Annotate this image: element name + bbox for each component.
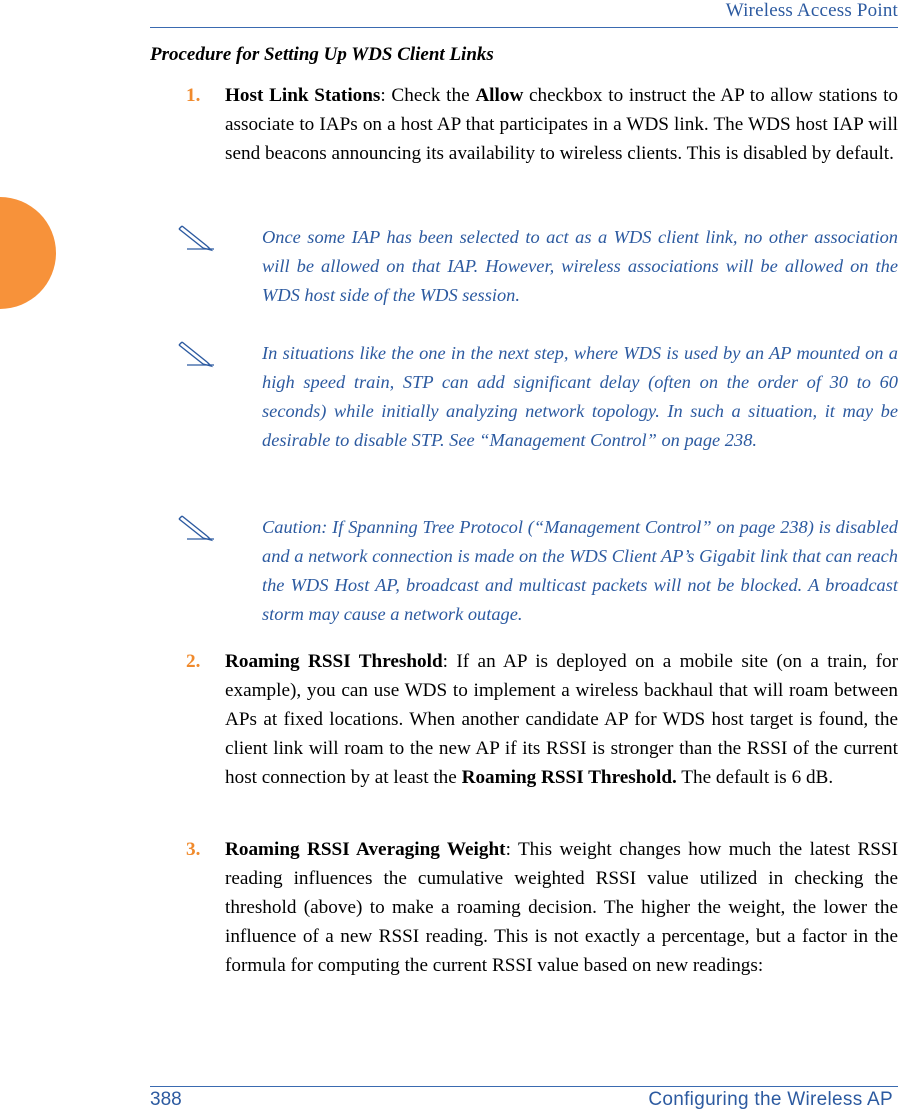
step-term: Roaming RSSI Averaging Weight [225, 839, 506, 860]
step-body [225, 81, 898, 168]
step-2 [186, 647, 898, 792]
step-text: : If an AP is deployed on a mobile site (on a train, for example), you can use WDS to implement a wireless backhaul that will roam between APs at fixed locations. When another candidate AP for WDS host target is found, the client link will roam to the new AP if its RSSI is stronger than the RSSI of the current host connection by at least the [225, 651, 898, 788]
pencil-icon [173, 513, 217, 543]
step-text: : This weight changes how much the latest RSSI reading influences the cumulative weighted RSSI value utilized in checking the threshold (above) to make a roaming decision. The higher the weight, the lower the influence of a new RSSI reading. This is not exactly a percentage, but a factor in the formula for computing the current RSSI value based on new readings: [225, 839, 898, 976]
step-emphasis: Allow [475, 85, 524, 106]
step-body [225, 835, 898, 980]
chapter-tab-marker [0, 197, 56, 309]
step-text: The default is 6 dB. [676, 767, 834, 788]
note-text: Caution: If Spanning Tree Protocol (“Management Control” on page 238) is disabled and a network connection is made on the WDS Client AP’s Gigabit link that can reach the WDS Host AP, broadcast and multicast packets will not be blocked. A broadcast storm may cause a network outage. [262, 517, 898, 624]
note-1 [170, 223, 898, 310]
note-text: Once some IAP has been selected to act as a WDS client link, no other association will be allowed on that IAP. However, wireless associations will be allowed on the WDS host side of the WDS session. [262, 227, 898, 305]
step-body [225, 647, 898, 792]
step-1 [186, 81, 898, 168]
step-text: checkbox to instruct the AP to allow stations to associate to IAPs on a host AP that participates in a WDS link. The WDS host IAP will send beacons announcing its availability to wireless clients. This is disabled by default. [225, 85, 899, 164]
running-header-title: Wireless Access Point [725, 0, 898, 21]
chapter-title: Configuring the Wireless AP [648, 1089, 893, 1110]
note-2 [170, 339, 898, 455]
step-number: 1. [186, 85, 201, 106]
step-number: 2. [186, 651, 201, 672]
pencil-icon [173, 339, 217, 369]
section-heading: Procedure for Setting Up WDS Client Links [150, 44, 494, 65]
page-number: 388 [150, 1089, 182, 1110]
footer-rule [150, 1086, 898, 1087]
note-text: In situations like the one in the next step, where WDS is used by an AP mounted on a high speed train, STP can add significant delay (often on the order of 30 to 60 seconds) while initially analyzing network topology. In such a situation, it may be desirable to disable STP. See “Management Control” on page 238. [262, 343, 898, 450]
step-text: : Check the [380, 85, 476, 106]
step-term: Host Link Stations [225, 85, 381, 106]
step-emphasis: Roaming RSSI Threshold. [461, 767, 677, 788]
header-rule [150, 27, 898, 28]
step-term: Roaming RSSI Threshold [225, 651, 443, 672]
step-3 [186, 835, 898, 980]
pencil-icon [173, 223, 217, 253]
note-3 [170, 513, 898, 629]
step-number: 3. [186, 839, 201, 860]
